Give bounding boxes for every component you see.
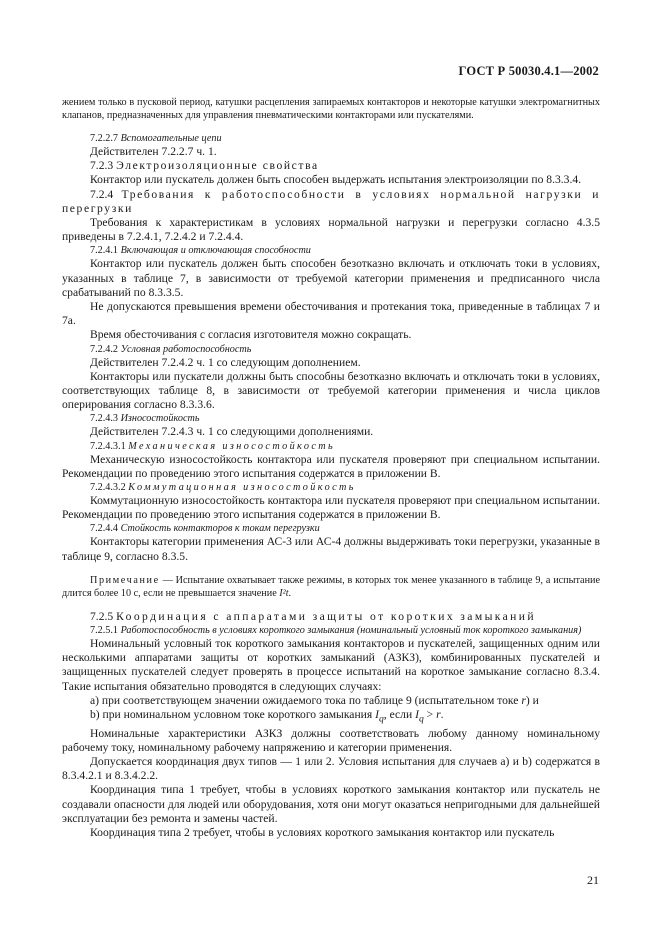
list-text: b) при номинальном условном токе короткого замыкания <box>90 708 376 722</box>
list-text: ) и <box>525 693 539 707</box>
note-end: . <box>288 587 292 599</box>
paragraph: Коммутационную износостойкость контактора или пускателя проверяют при специальном испытании. Рекомендации по проведению этого испытания содержатся в приложении В. <box>62 494 600 522</box>
paragraph: Контакторы категории применения АС-3 или АС-4 должны выдерживать токи перегрузки, указанные в таблице 9, согласно 8.3.5. <box>62 535 600 563</box>
page-content <box>62 96 600 840</box>
var-q: q <box>418 713 424 725</box>
list-item-a <box>62 694 600 708</box>
section-number: 7.2.2.7 <box>90 133 119 144</box>
paragraph: Время обесточивания с согласия изготовителя можно сокращать. <box>90 328 412 342</box>
section-title: Стойкость контакторов к токам перегрузки <box>120 523 320 535</box>
section-7-2-5-1-heading <box>62 624 600 637</box>
paragraph: Действителен 7.2.2.7 ч. 1. <box>90 145 217 158</box>
section-title: Электроизоляционные свойства <box>116 159 319 173</box>
paragraph: Механическую износостойкость контактора или пускателя проверяют при специальном испытании. Рекомендации по проведению этого испытания содержатся в приложении В. <box>62 452 600 480</box>
section-7-2-4-1-heading <box>62 244 600 257</box>
section-number: 7.2.5 <box>90 609 114 623</box>
section-title: Износостойкость <box>120 413 200 425</box>
paragraph: Контактор или пускатель должен быть способен безотказно включать и отключать токи в условиях, указанных в таблице 7, в зависимости от требуемой категории применения и предписанного числа срабатываний по 8.3.3.5. <box>62 257 600 299</box>
section-title: Работоспособность в условиях короткого замыкания (номинальный условный ток короткого замыкания) <box>120 625 582 637</box>
var-r: r <box>521 693 526 707</box>
paragraph: Допускается координация двух типов — 1 или 2. Условия испытания для случаев а) и b) содержатся в 8.3.4.2.1 и 8.3.4.2.2. <box>62 755 600 783</box>
section-7-2-4-3-1-heading <box>62 440 600 453</box>
list-text: . <box>440 708 444 722</box>
section-number: 7.2.4.3.1 <box>90 440 126 452</box>
section-7-2-3-heading <box>62 159 600 173</box>
paragraph: Контакторы или пускатели должны быть способны безотказно включать и отключать токи в условиях, соответствующих таблице 8, в зависимости от требуемой категории применения и числа циклов оперирования согласно 8.3.3.6. <box>62 369 600 412</box>
paragraph: Контактор или пускатель должен быть способен выдержать испытания электроизоляции по 8.3.3.4. <box>90 173 582 187</box>
paragraph: Не допускаются превышения времени обесточивания и протекания тока, приведенные в таблицах 7 и 7а. <box>62 300 600 328</box>
section-7-2-4-3-heading <box>62 412 600 425</box>
document-header: ГОСТ Р 50030.4.1—2002 <box>458 64 599 78</box>
paragraph: Номинальный условный ток короткого замыкания контакторов и пускателей, защищенных одним или несколькими аппаратами защиты от коротких замыканий (АЗКЗ), комбинированных пускателей и защищенных пускателей следует проверять в процессе испытаний на короткое замыкание согласно 8.3.4. Такие испытания обязательно проводятся в следующих случаях: <box>62 637 600 693</box>
section-number: 7.2.5.1 <box>90 625 119 637</box>
paragraph: Требования к характеристикам в условиях нормальной нагрузки и перегрузки согласно 4.3.5 приведены в 7.2.4.1, 7.2.4.2 и 7.2.4.4. <box>62 216 600 244</box>
section-title: Вспомогательные цепи <box>120 133 222 144</box>
list-item-b <box>62 708 600 727</box>
paragraph-continuation: жением только в пусковой период, катушки расцепления запираемых контакторов и некоторые катушки электромагнитных клапанов, предназначенных для управления пневматическими контакторами или пускателями. <box>62 97 600 121</box>
section-title: Коммутационная износостойкость <box>128 482 356 494</box>
section-number: 7.2.4.3.2 <box>90 482 126 494</box>
page-number: 21 <box>587 873 599 887</box>
paragraph: Действителен 7.2.4.2 ч. 1 со следующим дополнением. <box>90 355 361 369</box>
note-label: Примечание <box>90 574 160 586</box>
section-number: 7.2.4.2 <box>90 343 119 355</box>
paragraph: Координация типа 2 требует, чтобы в условиях короткого замыкания контактор или пускатель <box>90 826 555 840</box>
paragraph: Координация типа 1 требует, чтобы в условиях короткого замыкания контактор или пускатель не создавали опасности для людей или оборудования, хотя они могут оказаться непригодными для дальнейшей эксплуатации без ремонта и замены частей. <box>62 783 600 825</box>
var-I: I <box>415 708 419 722</box>
section-title: Включающая и отключающая способности <box>120 245 311 257</box>
section-number: 7.2.4.3 <box>90 413 119 425</box>
section-title: Требования к работоспособности в условиях нормальной нагрузки и перегрузки <box>62 187 601 215</box>
section-7-2-4-heading <box>62 188 600 216</box>
section-title: Координация с аппаратами защиты от коротких замыканий <box>116 609 536 623</box>
note <box>62 574 600 600</box>
section-title: Механическая износостойкость <box>128 440 336 452</box>
var-I: I <box>375 708 379 722</box>
note-text: — Испытание охватывает также режимы, в которых ток менее указанного в таблице 9, а испытание длится более 10 с, если не превышается значение <box>62 574 600 599</box>
var-r: r <box>436 708 441 722</box>
note-formula: I²t <box>279 587 289 599</box>
section-7-2-4-4-heading <box>62 522 600 535</box>
section-7-2-2-7-heading <box>62 132 600 145</box>
section-title: Условная работоспособность <box>120 343 252 355</box>
section-number: 7.2.4 <box>90 187 114 201</box>
list-text: , если <box>383 708 416 722</box>
section-number: 7.2.4.1 <box>90 245 119 257</box>
paragraph: Действителен 7.2.4.3 ч. 1 со следующими дополнениями. <box>90 425 374 439</box>
section-7-2-5-heading <box>62 610 600 624</box>
list-text: > <box>423 708 437 722</box>
paragraph: Номинальные характеристики АЗКЗ должны соответствовать любому данному номинальному рабочему току, номинальному рабочему напряжению и категории применения. <box>62 726 600 754</box>
list-text: а) при соответствующем значении ожидаемого тока по таблице 9 (испытательном токе <box>90 693 522 707</box>
var-q: q <box>378 713 384 725</box>
section-7-2-4-3-2-heading <box>62 481 600 494</box>
section-number: 7.2.4.4 <box>90 523 119 535</box>
section-number: 7.2.3 <box>90 159 114 173</box>
section-7-2-4-2-heading <box>62 343 600 356</box>
